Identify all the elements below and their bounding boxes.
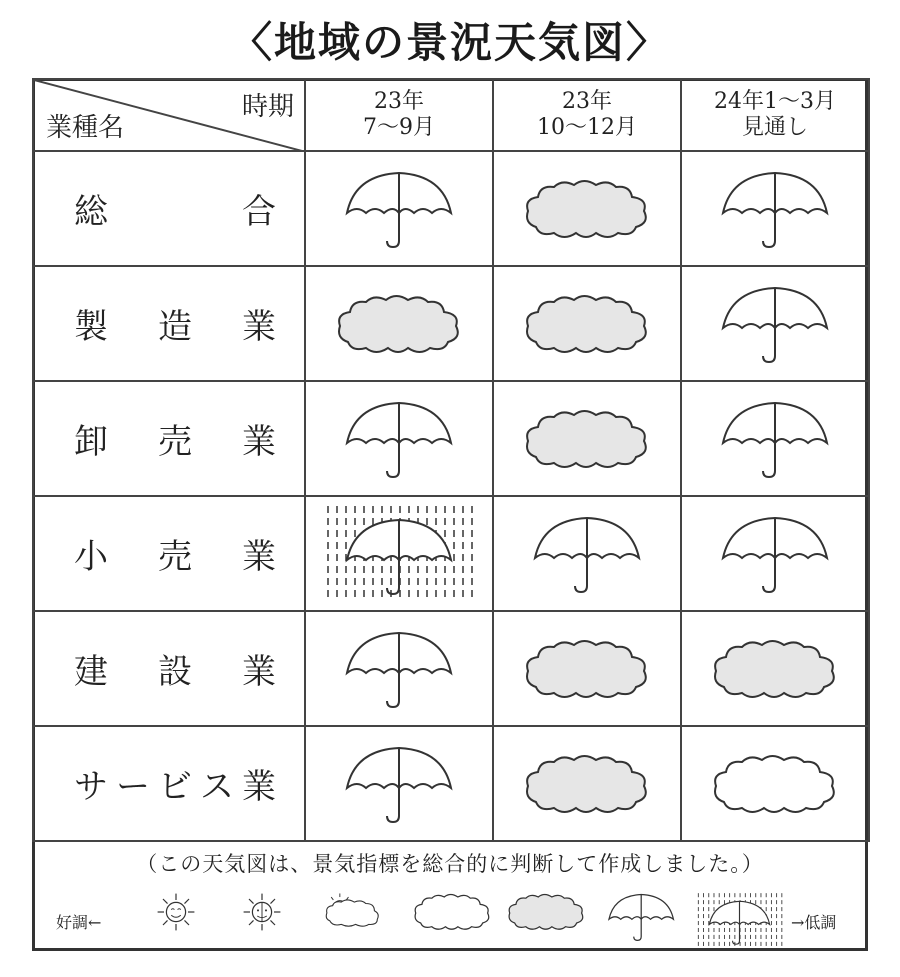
industry-label-cell (33, 496, 305, 611)
weather-cell (305, 611, 493, 726)
umbrella-icon (682, 284, 868, 364)
legend-footer (32, 842, 868, 951)
weather-cell (493, 381, 681, 496)
column-header-3-line1: 24年1〜3月 (714, 89, 836, 114)
column-header-2 (493, 79, 681, 151)
cloud-shaded-icon (682, 637, 868, 701)
rain-umbrella-icon (306, 504, 492, 604)
rain-umbrella-icon (696, 892, 783, 954)
cloud-shaded-icon (494, 752, 680, 816)
industry-label-cell (33, 266, 305, 381)
industry-label: 卸売業 (74, 422, 276, 462)
sun-icon (156, 892, 196, 936)
weather-cell (305, 266, 493, 381)
umbrella-icon (306, 744, 492, 824)
weather-cell (493, 496, 681, 611)
cloud-shaded-icon (494, 407, 680, 471)
scale-good-label: 好調← (56, 913, 102, 932)
table-row (33, 726, 869, 841)
column-header-2-line2: 10〜12月 (537, 115, 637, 140)
weather-cell (681, 381, 869, 496)
weather-table (32, 78, 870, 842)
scale-bad-label: →低調 (791, 913, 837, 932)
column-header-3-line2: 見通し (741, 115, 808, 140)
weather-cell (681, 151, 869, 266)
industry-label: 製造業 (74, 307, 276, 347)
umbrella-icon (682, 399, 868, 479)
column-header-1 (305, 79, 493, 151)
industry-label: 総合 (74, 192, 276, 232)
umbrella-icon (306, 629, 492, 709)
cloud-shaded-icon (494, 637, 680, 701)
cloud-shaded-icon (506, 892, 587, 936)
column-header-1-line2: 7〜9月 (363, 115, 435, 140)
corner-cell (33, 79, 305, 151)
weather-cell (681, 611, 869, 726)
weather-cell (493, 151, 681, 266)
cloud-shaded-icon (306, 292, 492, 356)
weather-cell (493, 726, 681, 841)
corner-period-label: 時期 (241, 92, 294, 122)
weather-cell (493, 266, 681, 381)
cloud-white-icon (412, 892, 493, 936)
column-header-3 (681, 79, 869, 151)
header-row (33, 79, 869, 151)
page-title: 〈地域の景況天気図〉 (229, 18, 670, 67)
sun-cloud-icon (324, 892, 382, 932)
weather-cell (681, 496, 869, 611)
umbrella-icon (682, 169, 868, 249)
table-row (33, 496, 869, 611)
cloud-shaded-icon (494, 177, 680, 241)
industry-label-cell (33, 381, 305, 496)
umbrella-icon (306, 399, 492, 479)
weather-cell (681, 726, 869, 841)
weather-cell (305, 151, 493, 266)
weather-cell (305, 381, 493, 496)
table-row (33, 611, 869, 726)
industry-label: 建設業 (74, 652, 276, 692)
industry-label-cell (33, 611, 305, 726)
weather-cell (493, 611, 681, 726)
corner-industry-label: 業種名 (46, 113, 125, 143)
umbrella-icon (494, 514, 680, 594)
umbrella-icon (682, 514, 868, 594)
footer-note: （この天気図は、景気指標を総合的に判断して作成しました。） (136, 852, 764, 876)
weather-cell (305, 496, 493, 611)
table-row (33, 381, 869, 496)
industry-label: 小売業 (74, 537, 276, 577)
industry-label: サービス業 (74, 767, 276, 807)
table-row (33, 266, 869, 381)
table-row (33, 151, 869, 266)
column-header-1-line1: 23年 (374, 89, 424, 114)
weather-cell (305, 726, 493, 841)
column-header-2-line1: 23年 (562, 89, 612, 114)
industry-label-cell (33, 151, 305, 266)
cloud-shaded-icon (494, 292, 680, 356)
umbrella-icon (306, 169, 492, 249)
industry-label-cell (33, 726, 305, 841)
umbrella-icon (604, 892, 678, 946)
weather-scale (56, 892, 856, 952)
cloud-white-icon (682, 752, 868, 816)
weather-cell (681, 266, 869, 381)
sun-face-icon (242, 892, 282, 936)
